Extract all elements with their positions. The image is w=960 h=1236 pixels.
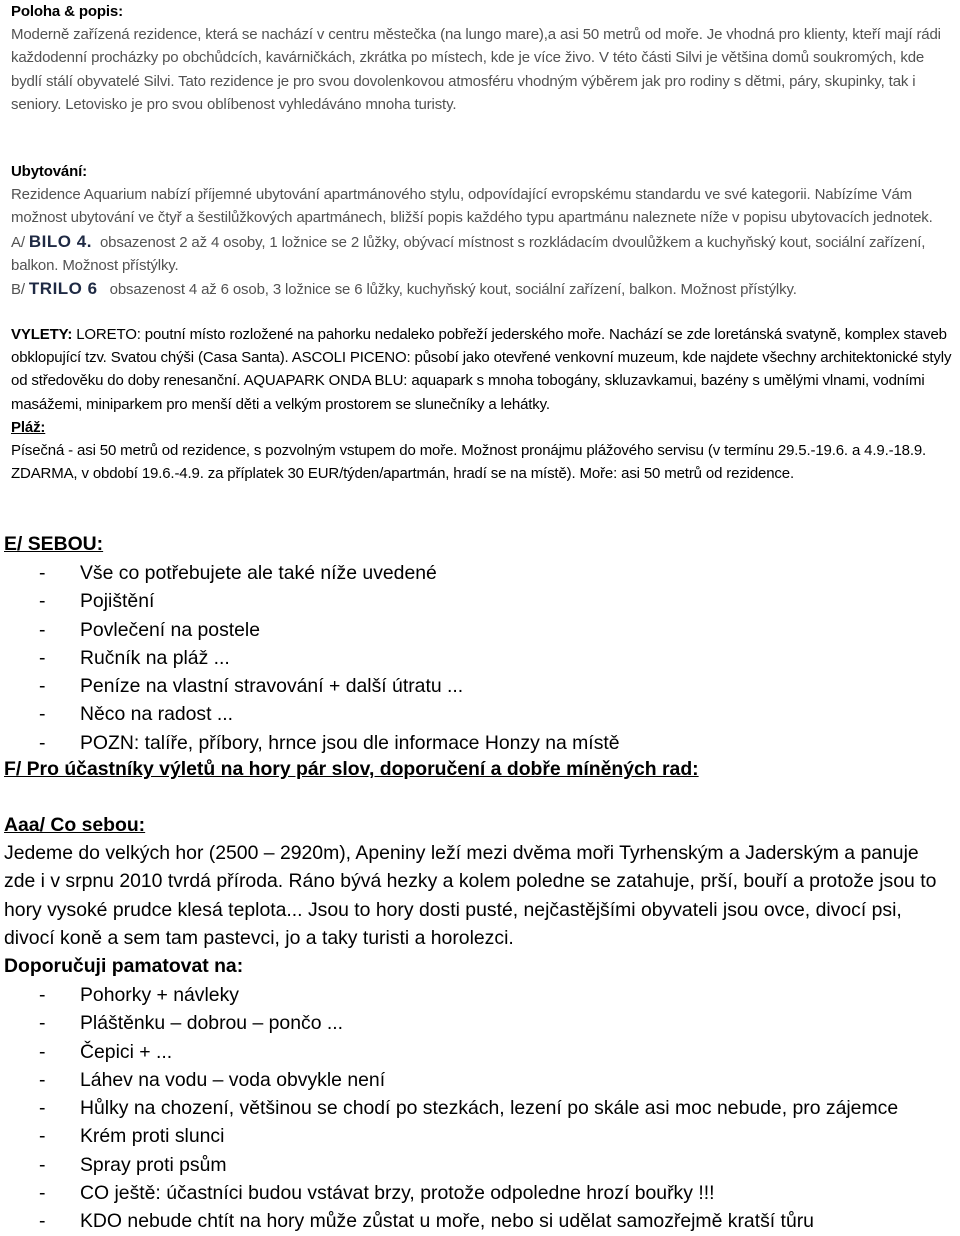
apartment-b-prefix: B/ [11,281,25,299]
location-heading: Poloha & popis: [11,3,123,20]
apartment-a-prefix: A/ [11,233,25,251]
apartment-b-text: obsazenost 4 až 6 osob, 3 ložnice se 6 lůžky, kuchyňský kout, sociální zařízení, balkon. Možnost přístýlky. [109,281,797,299]
mountains-text-block [4,839,949,980]
list-item: - Spray proti psům [39,1153,227,1176]
apartment-a-description [11,230,956,277]
mountains-heading: F/ Pro účastníky výletů na hory pár slov, doporučení a dobře míněných rad: [4,758,699,780]
apartment-a-text: obsazenost 2 až 4 osoby, 1 ložnice se 2 lůžky, obývací místnost s rozkládacím dvoulůžkem a kuchyňský kout, sociální zařízení, balkon. Možnost přístýlky. [11,233,926,274]
accommodation-heading: Ubytování: [11,163,88,180]
mountains-text: Jedeme do velkých hor (2500 – 2920m), Apeniny leží mezi dvěma moři Tyrhenským a Jaderským a panuje zde i v srpnu 2010 tvrdá příroda. Ráno bývá hezky a kolem poledne se zatahuje, prší, bouří a protože jsou to hory vysoké prudce klesá teplota... Jsou to hory dosti pusté, nejčastějšími obyvateli jsou ovce, divocí psi, divocí koně a sem tam pastevci, jo a taky turisti a horolezci. [4,842,937,949]
remember-heading: Doporučuji pamatovat na: [4,955,244,978]
trips-text: LORETO: poutní místo rozložené na pahorku nedaleko pobřeží jederského moře. Nachází se zde loretánská svatyně, komplex staveb obklopující tzv. Svatou chýši (Casa Santa). ASCOLI PICENO: působí jako otevřené venkovní muzeum, kde najdete všechny architektonické styly od středověku do doby renesanční. AQUAPARK ONDA BLU: aquapark s mnoha tobogány, skluzavkamui, bazény s umělými vlnami, vodními masážemi, miniparkem pro menší děti a velkým prostorem se slunečníky a lehátky. [11,326,952,413]
list-item: - Krém proti slunci [39,1125,225,1148]
list-item: - Vše co potřebujete ale také níže uvedené [39,562,437,584]
mountains-sub-heading: Aaa/ Co sebou: [4,814,146,836]
bring-list [39,559,620,757]
list-item: - Povlečení na postele [39,618,261,641]
apartment-b-name: TRILO 6 [28,279,98,299]
bring-heading: E/ SEBOU: [4,533,104,555]
location-section [11,0,956,116]
list-item: - Hůlky na chození, většinou se chodí po stezkách, lezení po skále asi moc nebude, pro zájemce [39,1097,899,1120]
apartment-a-name: BILO 4. [28,231,92,251]
apartment-b-description [11,277,956,301]
list-item: - Pojištění [39,590,155,613]
trips-and-beach-section [11,323,956,485]
list-item: - Něco na radost ... [39,703,234,726]
accommodation-text: Rezidence Aquarium nabízí příjemné ubytování apartmánového stylu, odpovídající evropskému standardu ve své kategorii. Nabízíme Vám možnost ubytování ve čtyř a šestilůžkových apartmánech, bližší popis každého typu apartmánu naleznete níže v popisu ubytovacích jednotek. [11,186,933,227]
location-text: Moderně zařízená rezidence, která se nachází v centru městečka (na lungo mare),a asi 50 metrů od moře. Je vhodná pro klienty, kteří mají rádi každodenní procházky po obchůdcích, kavárničkách, zkrátka po místech, kde je více živo. V této části Silvi je většina domů soukromých, kde bydlí stálí obyvatelé Silvi. Tato rezidence je pro svou dovolenkovou atmosféru vhodným výběrem jak pro rodiny s dětmi, páry, skupinky, tak i seniory. Letovisko je pro svou oblíbenost vyhledáváno mnoha turisty. [11,26,941,113]
beach-heading: Pláž: [11,418,46,436]
list-item: - Ručník na pláž ... [39,646,230,669]
list-item: - Láhev na vodu – voda obvykle není [39,1068,386,1091]
beach-text: Písečná - asi 50 metrů od rezidence, s pozvolným vstupem do moře. Možnost pronájmu plážového servisu (v termínu 29.5.-19.6. a 4.9.-18.9. ZDARMA, v období 19.6.-4.9. za příplatek 30 EUR/týden/apartmán, hradí se na místě). Moře: asi 50 metrů od rezidence. [11,442,927,483]
list-item: - Pohorky + návleky [39,984,239,1006]
list-item: - KDO nebude chtít na hory může zůstat u moře, nebo si udělat samozřejmě kratší tůru [39,1210,814,1233]
trips-label: VYLETY: [11,326,73,343]
trips-paragraph [11,323,956,416]
list-item: - Peníze na vlastní stravování + další útratu ... [39,675,464,698]
list-item: - Čepici + ... [39,1040,173,1063]
list-item: - CO ještě: účastníci budou vstávat brzy, protože odpoledne hrozí bouřky !!! [39,1182,715,1205]
remember-list [39,981,898,1236]
list-item: - Pláštěnku – dobrou – pončo ... [39,1012,344,1035]
accommodation-section [11,160,956,301]
list-item: - POZN: talíře, příbory, hrnce jsou dle informace Honzy na místě [39,731,620,754]
